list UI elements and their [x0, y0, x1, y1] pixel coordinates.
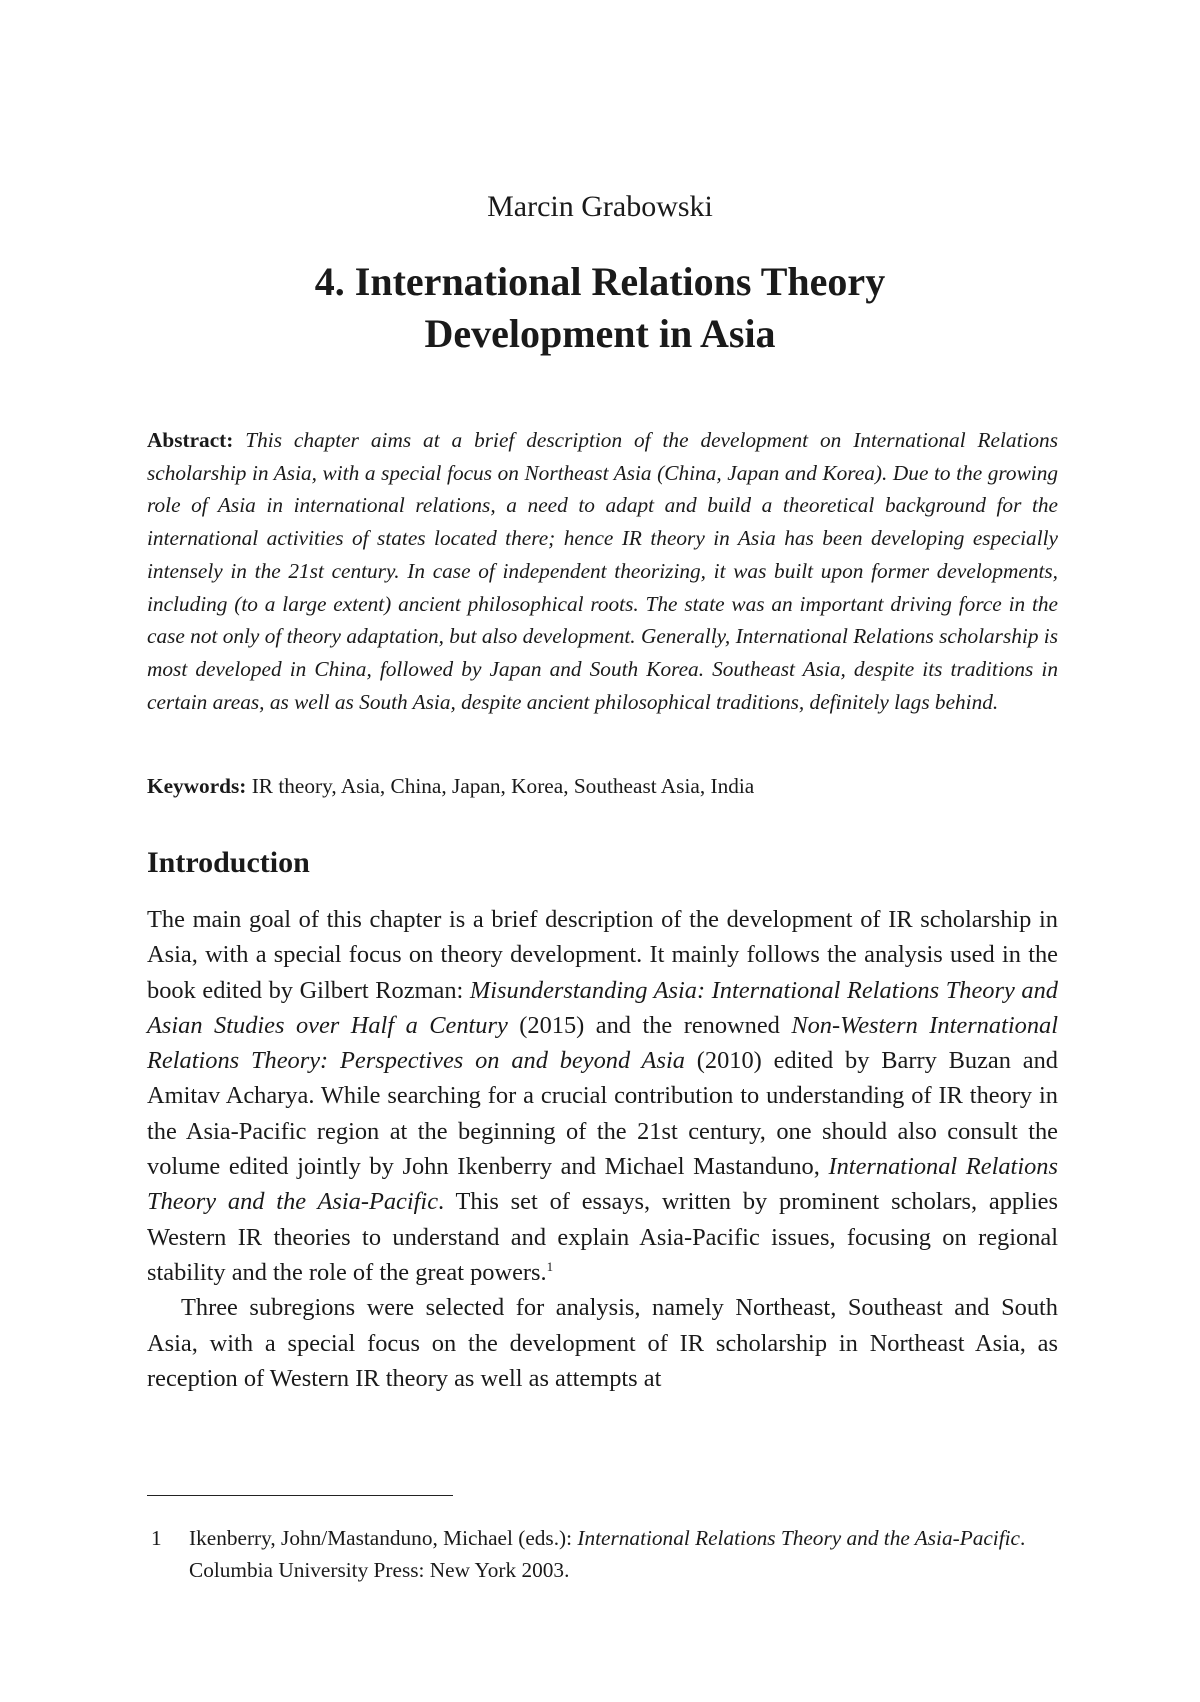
introduction-body — [147, 902, 1058, 1396]
keywords — [147, 771, 1058, 801]
abstract-label: Abstract: — [147, 428, 234, 452]
paragraph-text: The main goal of this chapter is a brief description of the development of IR scholarship in Asia, with a special focus on theory development. It mainly follows the analysis used in the book edited by Gilbert Rozman: — [147, 906, 1058, 1004]
abstract — [147, 424, 1058, 718]
paragraph-text: (2010) edited by Barry Buzan and Amitav Acharya. While searching for a crucial contribution to understanding of IR theory in the Asia-Pacific region at the beginning of the 21st century, one should also consult the volume edited jointly by John Ikenberry and Michael Mastanduno, — [147, 1047, 1058, 1181]
footnote-reference[interactable]: 1 — [546, 1258, 554, 1274]
footnote-text-part: . Columbia University Press: New York 2003. — [189, 1526, 1026, 1582]
paragraph-text: . This set of essays, written by prominent scholars, applies Western IR theories to understand and explain Asia-Pacific issues, focusing on regional stability and the role of the great powers. — [147, 1188, 1058, 1286]
abstract-text: This chapter aims at a brief description of the development on International Relations scholarship in Asia, with a special focus on Northeast Asia (China, Japan and Korea). Due to the growing role of Asia in international relations, a need to adapt and build a theoretical background for the international activities of states located there; hence IR theory in Asia has been developing especially intensely in the 21st century. In case of independent theorizing, it was built upon former developments, including (to a large extent) ancient philosophical roots. The state was an important driving force in the case not only of theory adaptation, but also development. Generally, International Relations scholarship is most developed in China, followed by Japan and South Korea. Southeast Asia, despite its traditions in certain areas, as well as South Asia, despite ancient philosophical traditions, definitely lags behind. — [147, 428, 1058, 714]
footnote-text — [189, 1522, 1058, 1586]
footnote-text-part: Ikenberry, John/Mastanduno, Michael (eds.): — [189, 1526, 578, 1550]
footnote-book-title: International Relations Theory and the Asia-Pacific — [577, 1526, 1021, 1550]
book-title: Non-Western International Relations Theory: Perspectives on and beyond Asia — [147, 1011, 1058, 1075]
keywords-text: IR theory, Asia, China, Japan, Korea, Southeast Asia, India — [251, 774, 755, 798]
footnote-number: 1 — [151, 1526, 162, 1550]
keywords-label: Keywords: — [147, 774, 247, 798]
paragraph-text: (2015) and the renowned — [507, 1011, 792, 1039]
footnote-separator — [147, 1495, 453, 1496]
chapter-title-line-1: 4. International Relations Theory — [314, 259, 886, 304]
footnote — [147, 1522, 1058, 1586]
book-title: International Relations Theory and the Asia-Pacific — [147, 1153, 1058, 1216]
book-title: Misunderstanding Asia: International Relations Theory and Asian Studies over Half a Century — [147, 976, 1059, 1039]
chapter-title — [0, 256, 1200, 360]
section-heading-introduction: Introduction — [147, 846, 310, 879]
chapter-title-line-2: Development in Asia — [424, 311, 776, 356]
paragraph: Three subregions were selected for analysis, namely Northeast, Southeast and South Asia, with a special focus on the development of IR scholarship in Northeast Asia, as reception of Western IR theory as well as attempts at — [147, 1294, 1058, 1392]
paragraph — [147, 902, 1058, 1290]
author-name: Marcin Grabowski — [487, 190, 713, 223]
